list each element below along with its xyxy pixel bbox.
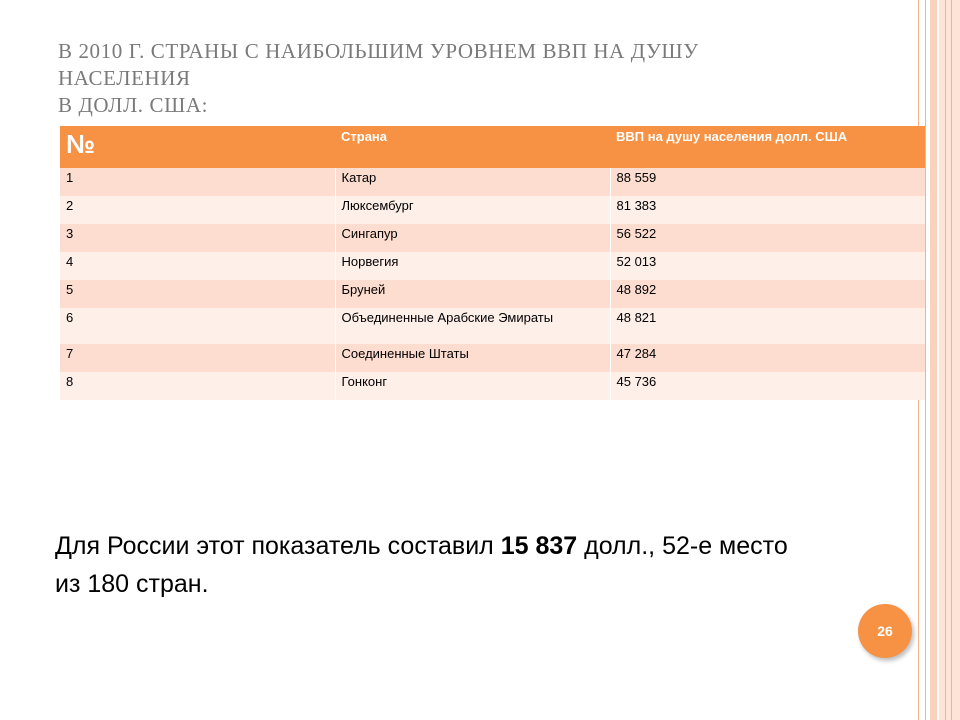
cell-gdp: 81 383: [610, 196, 925, 224]
table-row: [60, 344, 925, 372]
title-line: НАСЕЛЕНИЯ: [58, 66, 191, 90]
russia-note: [55, 527, 815, 603]
table-row: [60, 372, 925, 400]
cell-number: 4: [60, 252, 335, 280]
table-row: [60, 308, 925, 344]
note-text: долл., 52-е место из 180 стран.: [55, 532, 788, 598]
cell-number: 8: [60, 372, 335, 400]
cell-gdp: 45 736: [610, 372, 925, 400]
table-row: [60, 224, 925, 252]
cell-country: Катар: [335, 168, 610, 196]
table-row: [60, 196, 925, 224]
header-gdp: ВВП на душу населения долл. США: [610, 126, 925, 168]
cell-number: 7: [60, 344, 335, 372]
table-row: [60, 168, 925, 196]
slide-title: [58, 38, 878, 119]
page-number: 26: [877, 623, 893, 639]
cell-number: 3: [60, 224, 335, 252]
cell-number: 2: [60, 196, 335, 224]
cell-country: Гонконг: [335, 372, 610, 400]
cell-gdp: 52 013: [610, 252, 925, 280]
note-text: Для России этот показатель составил: [55, 532, 501, 560]
cell-number: 6: [60, 308, 335, 344]
cell-country: Бруней: [335, 280, 610, 308]
cell-number: 1: [60, 168, 335, 196]
page-number-badge: [858, 604, 912, 658]
table-header-row: [60, 126, 925, 168]
cell-country: Люксембург: [335, 196, 610, 224]
cell-number: 5: [60, 280, 335, 308]
table-row: [60, 280, 925, 308]
cell-country: Объединенные Арабские Эмираты: [335, 308, 610, 344]
title-line: В 2010 Г. СТРАНЫ С НАИБОЛЬШИМ УРОВНЕМ ВВП НА ДУШУ: [58, 39, 699, 63]
title-line: В ДОЛЛ. США:: [58, 93, 209, 117]
note-bold-value: 15 837: [500, 532, 578, 560]
header-country: Страна: [335, 126, 610, 168]
cell-country: Соединенные Штаты: [335, 344, 610, 372]
cell-gdp: 48 821: [610, 308, 925, 344]
cell-country: Норвегия: [335, 252, 610, 280]
cell-gdp: 56 522: [610, 224, 925, 252]
cell-country: Сингапур: [335, 224, 610, 252]
cell-gdp: 47 284: [610, 344, 925, 372]
cell-gdp: 88 559: [610, 168, 925, 196]
table-row: [60, 252, 925, 280]
cell-gdp: 48 892: [610, 280, 925, 308]
header-number: №: [60, 126, 335, 168]
gdp-table: [60, 126, 925, 400]
